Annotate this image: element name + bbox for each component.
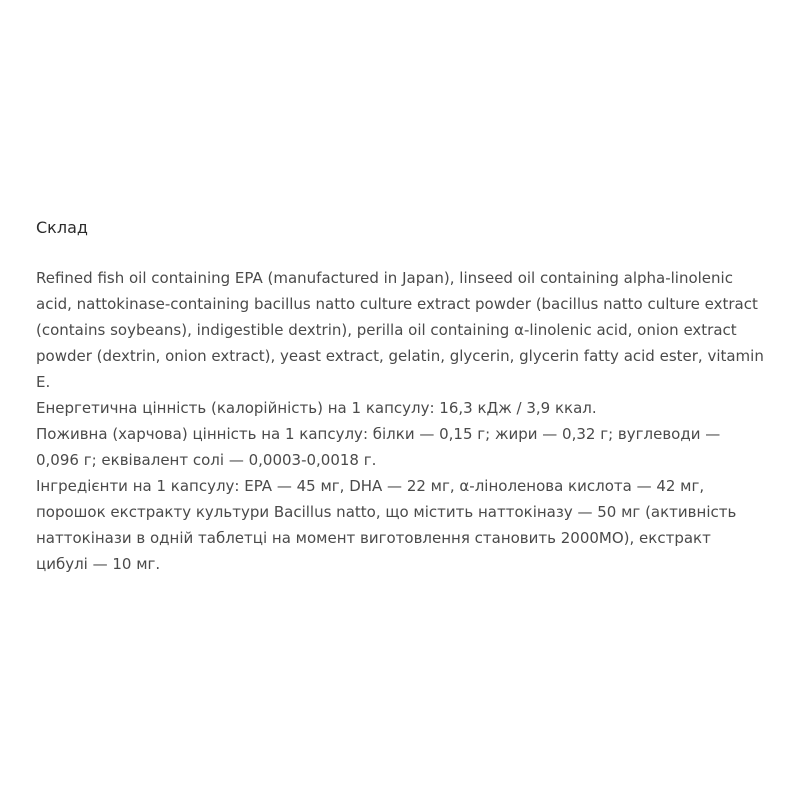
composition-text xyxy=(36,265,766,577)
nutrition-value-paragraph: Поживна (харчова) цінність на 1 капсулу: білки — 0,15 г; жири — 0,32 г; вуглеводи — 0,096 г; еквівалент солі — 0,0003-0,0018 г. xyxy=(36,425,721,469)
composition-section xyxy=(36,217,766,577)
energy-value-paragraph: Енергетична цінність (калорійність) на 1 капсулу: 16,3 кДж / 3,9 ккал. xyxy=(36,399,597,417)
section-title: Склад xyxy=(36,218,88,237)
ingredients-paragraph: Refined fish oil containing EPA (manufactured in Japan), linseed oil containing alpha-linolenic acid, nattokinase-containing bacillus natto culture extract powder (bacillus natto culture extract (contains soybeans), indigestible dextrin), perilla oil containing α-linolenic acid, onion extract powder (dextrin, onion extract), yeast extract, gelatin, glycerin, glycerin fatty acid ester, vitamin E. xyxy=(36,269,764,391)
ingredients-per-capsule-paragraph: Інгредієнти на 1 капсулу: EPA — 45 мг, DHA — 22 мг, α-ліноленова кислота — 42 мг, порошок екстракту культури Bacillus natto, що містить наттокіназу — 50 мг (активність наттокінази в одній таблетці на момент виготовлення становить 2000МО), екстракт цибулі — 10 мг. xyxy=(36,477,737,573)
